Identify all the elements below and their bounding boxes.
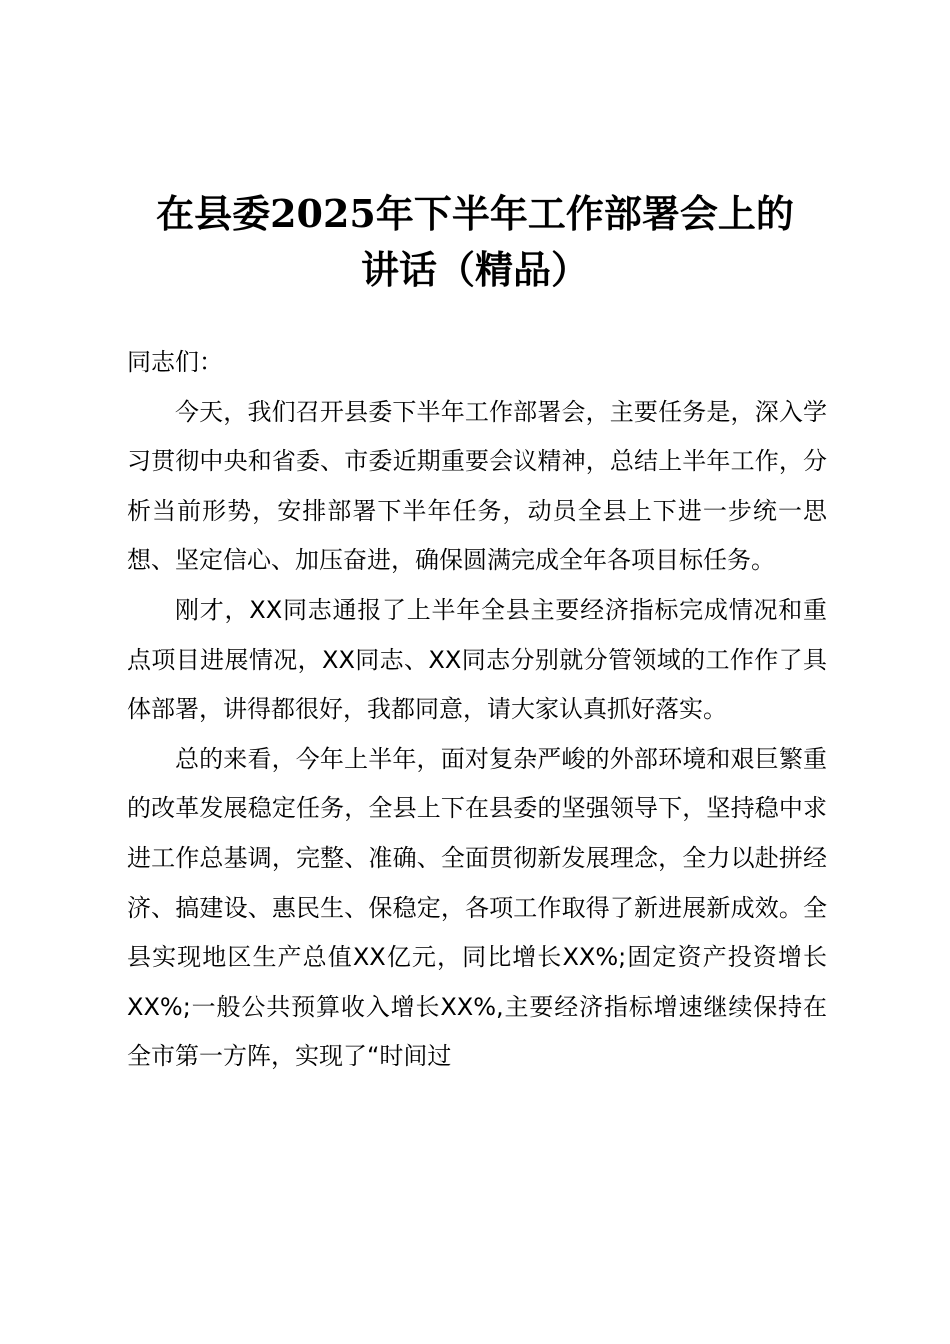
document-title: [100, 186, 850, 298]
salutation: 同志们：: [127, 348, 223, 376]
paragraph: 总的来看，今年上半年，面对复杂严峻的外部环境和艰巨繁重的改革发展稳定任务，全县上下在县委的坚强领导下，坚持稳中求进工作总基调，完整、准确、全面贯彻新发展理念，全力以赴拼经济、搞建设、惠民生、保稳定，各项工作取得了新进展新成效。全县实现地区生产总值XX亿元，同比增长XX%;固定资产投资增长XX%;一般公共预算收入增长XX%,主要经济指标增速继续保持在全市第一方阵，实现了“时间过: [127, 744, 827, 1071]
paragraph: 刚才，XX同志通报了上半年全县主要经济指标完成情况和重点项目进展情况，XX同志、XX同志分别就分管领域的工作作了具体部署，讲得都很好，我都同意，请大家认真抓好落实。: [127, 595, 827, 724]
document-body: [127, 338, 827, 1082]
paragraph: 今天，我们召开县委下半年工作部署会，主要任务是，深入学习贯彻中央和省委、市委近期重要会议精神，总结上半年工作，分析当前形势，安排部署下半年任务，动员全县上下进一步统一思想、坚定信心、加压奋进，确保圆满完成全年各项目标任务。: [127, 397, 827, 575]
title-line-1: 在县委2025年下半年工作部署会上的: [156, 191, 794, 236]
title-line-2: 讲话（精品）: [360, 247, 589, 292]
